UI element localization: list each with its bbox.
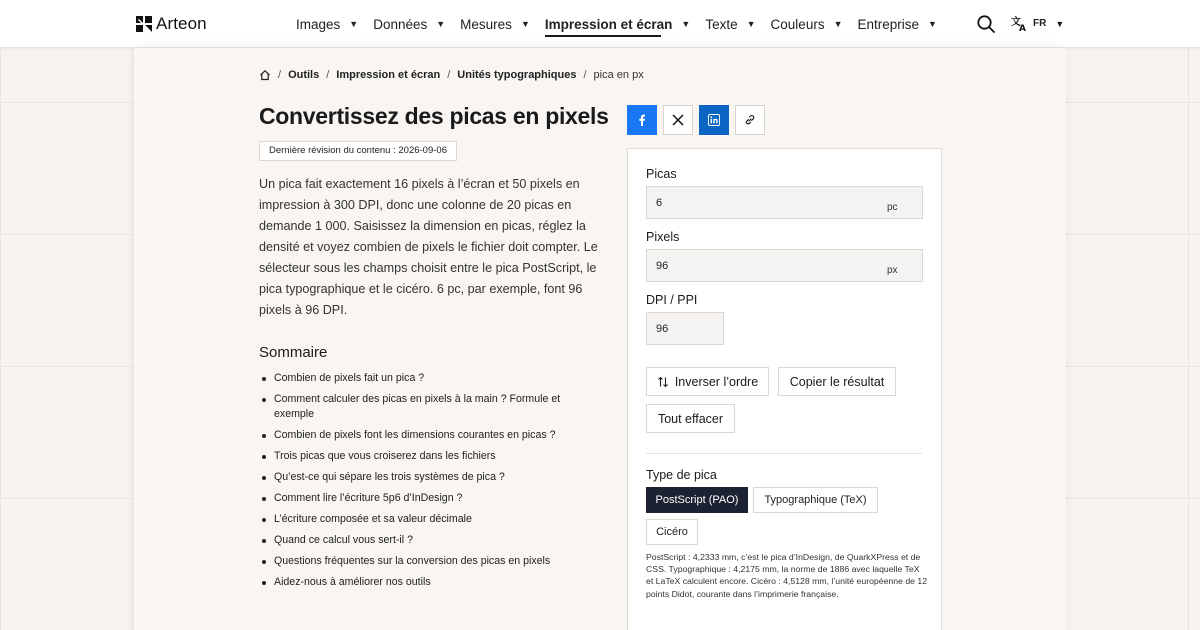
caret-down-icon: ▼ [833, 19, 843, 29]
nav-item-label: Images [296, 16, 341, 32]
caret-down-icon: ▼ [349, 19, 359, 29]
nav-item-mesures[interactable] [460, 17, 530, 32]
nav-item-couleurs[interactable] [771, 17, 843, 32]
pixels-unit: px [887, 265, 898, 276]
dpi-input[interactable] [646, 312, 724, 345]
breadcrumb-separator: / [583, 69, 587, 81]
share-facebook-button[interactable] [627, 105, 657, 135]
pica-type-typographique[interactable]: Typographique (TeX) [753, 487, 878, 513]
linkedin-icon [708, 114, 720, 126]
clear-all-button[interactable] [646, 404, 735, 433]
swap-order-button[interactable] [646, 367, 769, 396]
toc-item[interactable]: L’écriture composée et sa valeur décimale [259, 512, 589, 527]
nav-item-donnees[interactable] [373, 17, 445, 32]
toc-item[interactable]: Comment lire l’écriture 5p6 d’InDesign ? [259, 491, 589, 506]
pixels-input[interactable] [646, 249, 923, 282]
picas-input[interactable] [646, 186, 923, 219]
clear-all-label: Tout effacer [657, 411, 724, 426]
copy-result-label: Copier le résultat [789, 374, 885, 389]
breadcrumb-separator: / [278, 69, 282, 81]
pixels-label: Pixels [646, 230, 680, 244]
toc-item[interactable]: Combien de pixels fait un pica ? [259, 371, 589, 386]
nav-item-label: Entreprise [857, 16, 920, 32]
caret-down-icon: ▼ [746, 19, 756, 29]
nav-item-label: Données [373, 16, 428, 32]
logo-mark-icon [136, 16, 152, 32]
caret-down-icon: ▼ [436, 19, 446, 29]
main-nav [296, 0, 952, 48]
breadcrumb [259, 69, 644, 81]
pica-type-postscript[interactable]: PostScript (PAO) [646, 487, 748, 513]
copy-result-button[interactable] [778, 367, 896, 396]
dpi-label: DPI / PPI [646, 293, 698, 307]
nav-item-impression-et-ecran[interactable] [545, 17, 690, 32]
copy-link-button[interactable] [735, 105, 765, 135]
toc-item[interactable]: Combien de pixels font les dimensions courantes en picas ? [259, 428, 589, 443]
nav-item-texte[interactable] [705, 17, 755, 32]
toc-item[interactable]: Trois picas que vous croiserez dans les fichiers [259, 449, 589, 464]
picas-label: Picas [646, 167, 677, 181]
toc-item[interactable]: Qu’est-ce qui sépare les trois systèmes de pica ? [259, 470, 589, 485]
toc-item[interactable]: Quand ce calcul vous sert-il ? [259, 533, 589, 548]
nav-item-label: Texte [705, 16, 738, 32]
nav-item-label: Impression et écran [544, 16, 673, 32]
brand-logo[interactable] [136, 14, 207, 34]
caret-down-icon: ▼ [681, 19, 691, 29]
toc-item[interactable]: Comment calculer des picas en pixels à la main ? Formule et exemple [259, 392, 589, 422]
language-selector[interactable] [1011, 15, 1064, 32]
caret-down-icon: ▼ [520, 19, 530, 29]
x-icon [672, 114, 684, 126]
breadcrumb-current: pica en px [593, 69, 644, 81]
top-navigation-bar [0, 0, 1200, 48]
page-title: Convertissez des picas en pixels [259, 103, 609, 129]
breadcrumb-separator: / [326, 69, 330, 81]
toc-heading: Sommaire [259, 344, 328, 361]
picas-unit: pc [887, 202, 898, 213]
svg-text:文: 文 [1011, 17, 1021, 28]
breadcrumb-item-unites[interactable]: Unités typographiques [457, 69, 577, 81]
share-buttons [627, 105, 765, 135]
breadcrumb-separator: / [447, 69, 451, 81]
table-of-contents [259, 371, 589, 596]
swap-order-label: Inverser l’ordre [674, 374, 759, 389]
caret-down-icon: ▼ [928, 19, 937, 29]
caret-down-icon: ▼ [1055, 18, 1065, 29]
search-icon [976, 14, 996, 34]
translate-icon [1011, 15, 1028, 32]
brand-name: Arteon [156, 14, 207, 33]
intro-paragraph: Un pica fait exactement 16 pixels à l’écran et 50 pixels en impression à 300 DPI, donc une colonne de 20 picas en demande 1 000. Saisissez la dimension en picas, réglez la densité et voyez combien de pixels le fichier doit compter. Le sélecteur sous les champs choisit entre le pica PostScript, le pica typographique et le cicéro. 6 pc, par exemple, font 96 pixels à 96 DPI. [259, 177, 598, 317]
toc-item[interactable]: Questions fréquentes sur la conversion des picas en pixels [259, 554, 589, 569]
nav-item-images[interactable] [296, 17, 358, 32]
nav-item-label: Mesures [460, 16, 512, 32]
breadcrumb-item-outils[interactable]: Outils [288, 69, 320, 81]
share-linkedin-button[interactable] [699, 105, 729, 135]
language-code: FR [1033, 18, 1047, 29]
swap-icon [657, 376, 669, 388]
pica-type-cicero[interactable]: Cicéro [646, 519, 698, 545]
share-x-button[interactable] [663, 105, 693, 135]
link-icon [744, 114, 756, 126]
pica-type-label: Type de pica [646, 468, 717, 482]
search-button[interactable] [976, 14, 996, 34]
facebook-icon [636, 114, 648, 126]
pica-type-note: PostScript : 4,2333 mm, c’est le pica d’InDesign, de QuarkXPress et de CSS. Typographique : 4,2175 mm, la norme de 1886 avec laquelle TeX et LaTeX calculent encore. Cicéro : 4,5128 mm, l’unité européenne de 12 points Didot, courante dans l’imprimerie française. [646, 552, 928, 599]
nav-item-entreprise[interactable] [858, 17, 937, 32]
svg-text:A: A [1019, 24, 1026, 32]
nav-item-label: Couleurs [770, 16, 825, 32]
panel-divider [646, 453, 922, 454]
home-icon[interactable] [259, 69, 271, 81]
revision-badge: Dernière révision du contenu : 2026-09-06 [259, 141, 457, 161]
toc-item[interactable]: Aidez-nous à améliorer nos outils [259, 575, 589, 590]
breadcrumb-item-impression[interactable]: Impression et écran [336, 69, 441, 81]
